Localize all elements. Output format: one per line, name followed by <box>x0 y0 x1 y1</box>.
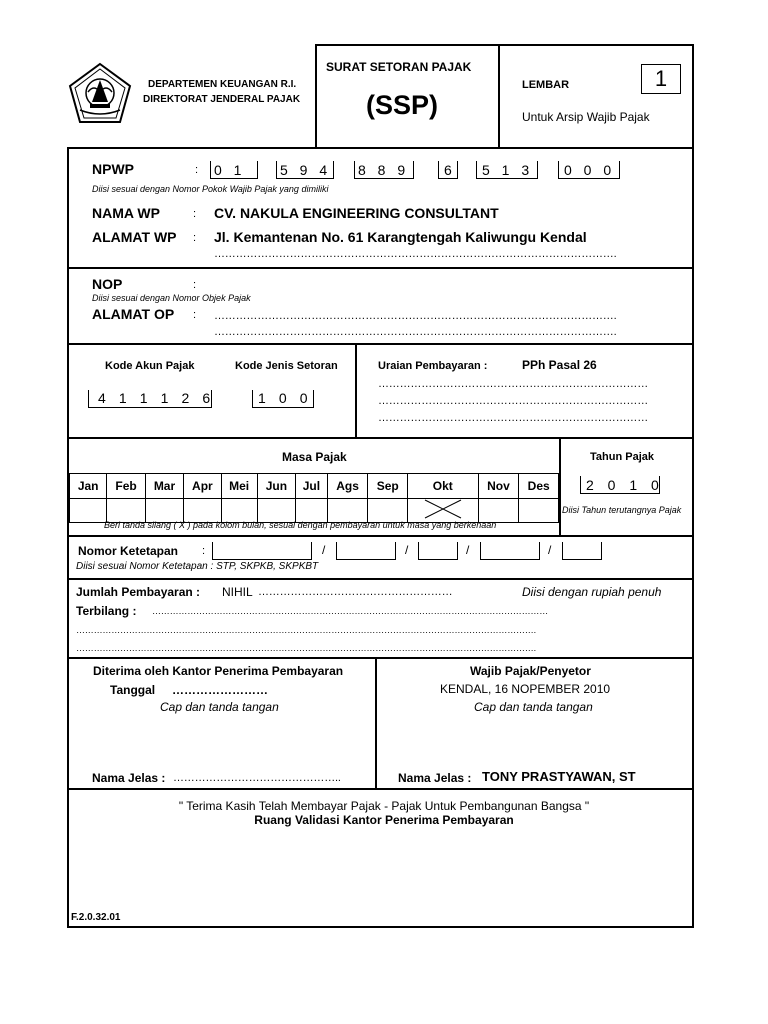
assessment-sep-3: / <box>466 543 470 557</box>
month-box-jan[interactable] <box>70 499 107 523</box>
month-box-okt[interactable] <box>408 499 479 523</box>
npwp-label: NPWP <box>92 161 134 177</box>
name-colon: : <box>193 208 197 220</box>
form-number: F.2.0.32.01 <box>71 912 121 923</box>
description-line-1: ………………………………………………………………… <box>378 378 649 390</box>
address-label: ALAMAT WP <box>92 229 177 245</box>
month-box-mar[interactable] <box>145 499 183 523</box>
name-value: CV. NAKULA ENGINEERING CONSULTANT <box>214 205 499 221</box>
month-sep[interactable]: Sep <box>368 474 408 499</box>
npwp-group-3: 8 8 9 <box>358 162 410 178</box>
header-divider-left <box>315 44 317 148</box>
assessment-box-2[interactable] <box>336 542 396 560</box>
account-code-label: Kode Akun Pajak <box>105 360 195 372</box>
assessment-sep-1: / <box>322 543 326 557</box>
month-feb[interactable]: Feb <box>107 474 145 499</box>
description-line-3: ………………………………………………………………… <box>378 412 649 424</box>
deposit-type-label: Kode Jenis Setoran <box>235 360 338 372</box>
divider-signature <box>67 788 694 790</box>
npwp-group-4: 6 <box>444 162 452 178</box>
month-jan[interactable]: Jan <box>70 474 107 499</box>
account-code-value: 4 1 1 1 2 6 <box>98 390 215 406</box>
divider-codes <box>67 437 694 439</box>
payer-title: Wajib Pajak/Penyetor <box>470 664 591 678</box>
npwp-group-5: 5 1 3 <box>482 162 534 178</box>
payer-stamp: Cap dan tanda tangan <box>474 700 593 714</box>
month-box-jul[interactable] <box>296 499 328 523</box>
month-apr[interactable]: Apr <box>184 474 221 499</box>
amount-label: Jumlah Pembayaran : <box>76 585 201 599</box>
org-name-line2: DIREKTORAT JENDERAL PAJAK <box>143 94 301 105</box>
assessment-box-3[interactable] <box>418 542 458 560</box>
assessment-colon: : <box>202 545 206 557</box>
divider-period <box>67 535 694 537</box>
month-okt[interactable]: Okt <box>408 474 479 499</box>
receiver-title: Diterima oleh Kantor Penerima Pembayaran <box>93 664 344 678</box>
sheet-number: 1 <box>641 64 681 94</box>
year-hint: Diisi Tahun terutangnya Pajak <box>562 505 682 515</box>
spelled-line-1: ……………………………………………………………………………………………………………………… <box>152 606 549 616</box>
npwp-group-2: 5 9 4 <box>280 162 332 178</box>
month-box-jun[interactable] <box>257 499 295 523</box>
object-address-colon: : <box>193 309 197 321</box>
nop-colon: : <box>193 279 197 291</box>
npwp-group-6: 0 0 0 <box>564 162 616 178</box>
assessment-hint: Diisi sesuai Nomor Ketetapan : STP, SKPKB, SKPKBT <box>76 561 319 572</box>
form-title: SURAT SETORAN PAJAK <box>326 60 472 74</box>
year-label: Tahun Pajak <box>590 451 654 463</box>
footer-motto: " Terima Kasih Telah Membayar Pajak - Pajak Untuk Pembangunan Bangsa " <box>178 799 590 813</box>
assessment-sep-4: / <box>548 543 552 557</box>
month-mar[interactable]: Mar <box>145 474 183 499</box>
period-divider <box>559 437 561 535</box>
assessment-box-5[interactable] <box>562 542 602 560</box>
payer-place-date: KENDAL, 16 NOPEMBER 2010 <box>440 682 611 696</box>
header-divider-right <box>498 44 500 148</box>
month-box-ags[interactable] <box>327 499 368 523</box>
month-box-sep[interactable] <box>368 499 408 523</box>
receiver-date-dots: …………………… <box>172 683 268 697</box>
month-table <box>69 473 559 523</box>
name-label: NAMA WP <box>92 205 160 221</box>
month-box-mei[interactable] <box>221 499 257 523</box>
header-top-border <box>315 44 694 46</box>
receiver-name-label: Nama Jelas : <box>92 771 166 785</box>
sheet-label: LEMBAR <box>522 79 570 91</box>
amount-dotted-line: ……………………………………………… <box>258 586 453 598</box>
object-address-line-2: …………………………………………………………………………………………………. <box>214 326 617 338</box>
spelled-label: Terbilang : <box>76 604 137 618</box>
description-line-2: ………………………………………………………………… <box>378 395 649 407</box>
address-value: Jl. Kemantenan No. 61 Karangtengah Kaliwungu Kendal <box>214 229 587 245</box>
month-box-feb[interactable] <box>107 499 145 523</box>
divider-object <box>67 343 694 345</box>
receiver-name-dots: ……………………………………….. <box>173 772 341 784</box>
nop-label: NOP <box>92 276 123 292</box>
npwp-hint: Diisi sesuai dengan Nomor Pokok Wajib Pajak yang dimiliki <box>92 184 329 194</box>
validation-label: Ruang Validasi Kantor Penerima Pembayaran <box>254 813 514 827</box>
divider-amount <box>67 657 694 659</box>
deposit-type-value: 1 0 0 <box>258 390 313 406</box>
divider-assessment <box>67 578 694 580</box>
form-code: (SSP) <box>366 90 439 120</box>
amount-value: NIHIL <box>222 585 253 599</box>
spelled-line-2: …………………………………………………………………………………………………………………………………………. <box>76 625 536 635</box>
divider-taxpayer <box>67 267 694 269</box>
description-value: PPh Pasal 26 <box>522 358 597 372</box>
month-nov[interactable]: Nov <box>478 474 519 499</box>
month-mei[interactable]: Mei <box>221 474 257 499</box>
amount-note: Diisi dengan rupiah penuh <box>522 585 662 599</box>
cross-mark-icon <box>423 499 463 519</box>
npwp-colon: : <box>195 164 199 176</box>
receiver-stamp: Cap dan tanda tangan <box>160 700 279 714</box>
assessment-label: Nomor Ketetapan <box>78 544 179 558</box>
signature-divider <box>375 657 377 788</box>
month-ags[interactable]: Ags <box>327 474 368 499</box>
object-address-line-1: …………………………………………………………………………………………………. <box>214 310 617 322</box>
object-address-label: ALAMAT OP <box>92 306 175 322</box>
payer-name-label: Nama Jelas : <box>398 771 472 785</box>
year-value: 2 0 1 0 <box>586 477 664 493</box>
receiver-date-label: Tanggal <box>110 683 156 697</box>
org-name-line1: DEPARTEMEN KEUANGAN R.I. <box>148 79 297 90</box>
masa-pajak-label: Masa Pajak <box>282 450 347 464</box>
assessment-box-4[interactable] <box>480 542 540 560</box>
description-label: Uraian Pembayaran : <box>378 360 488 372</box>
address-colon: : <box>193 232 197 244</box>
npwp-group-1: 0 1 <box>214 162 246 178</box>
month-hint: Beri tanda silang ( X ) pada kolom bulan, sesuai dengan pembayaran untuk masa yang berkenaan <box>104 520 497 530</box>
month-des[interactable]: Des <box>519 474 559 499</box>
spelled-line-3: …………………………………………………………………………………………………………………………………………. <box>76 643 536 653</box>
sheet-purpose: Untuk Arsip Wajib Pajak <box>522 110 650 124</box>
assessment-sep-2: / <box>405 543 409 557</box>
payer-name-value: TONY PRASTYAWAN, ST <box>482 769 636 784</box>
nop-hint: Diisi sesuai dengan Nomor Objek Pajak <box>92 293 251 303</box>
assessment-box-1[interactable] <box>212 542 312 560</box>
address-dotted-line: …………………………………………………………………………………………………. <box>214 248 617 260</box>
codes-divider <box>355 343 357 437</box>
month-box-apr[interactable] <box>184 499 221 523</box>
ministry-logo-icon <box>68 62 132 124</box>
month-jul[interactable]: Jul <box>296 474 328 499</box>
month-box-des[interactable] <box>519 499 559 523</box>
month-jun[interactable]: Jun <box>257 474 295 499</box>
month-box-nov[interactable] <box>478 499 519 523</box>
header-right-border <box>692 44 694 148</box>
